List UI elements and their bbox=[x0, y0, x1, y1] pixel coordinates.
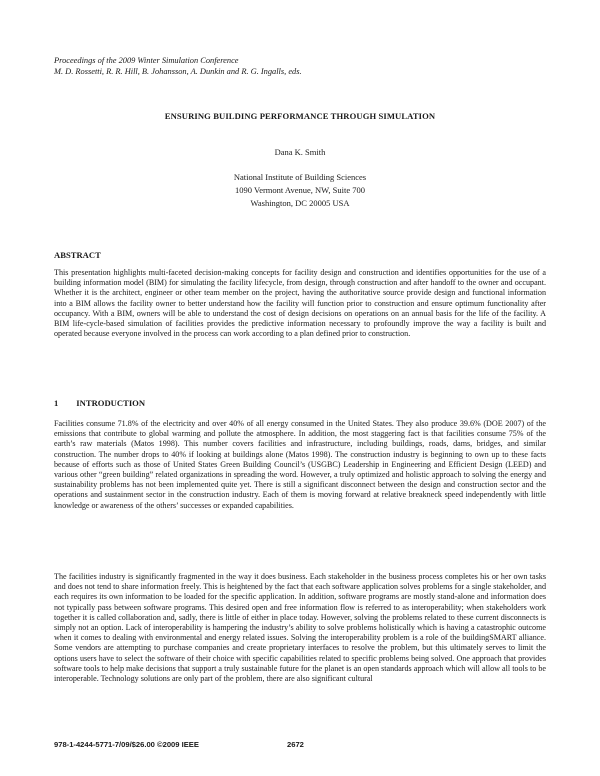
proceedings-header bbox=[54, 55, 302, 77]
footer-page-number: 2672 bbox=[287, 740, 304, 749]
proceedings-conference: Proceedings of the 2009 Winter Simulation Conference bbox=[54, 56, 239, 65]
section-heading bbox=[54, 398, 145, 408]
proceedings-editors: M. D. Rossetti, R. R. Hill, B. Johansson, A. Dunkin and R. G. Ingalls, eds. bbox=[54, 67, 302, 76]
affiliation-city: Washington, DC 20005 USA bbox=[250, 198, 350, 208]
section-title: INTRODUCTION bbox=[76, 398, 146, 408]
abstract-heading: ABSTRACT bbox=[54, 250, 101, 260]
author-name: Dana K. Smith bbox=[274, 147, 326, 157]
affiliation-org: National Institute of Building Sciences bbox=[233, 172, 367, 182]
intro-paragraph-2: The facilities industry is significantly fragmented in the way it does business. Each stakeholder in the business process completes his or her own tasks and does not tend to share information freely. This is heightened by the fact that each software application solves problems for a single stakeholder, and each requires its own information to be loaded for the specific application. In addition, software programs are mostly stand-alone and information does not typically pass between software programs. This desired open and free information flow is referred to as interoperability; when stakeholders work together it is called collaboration and, sadly, there is little of either in place today. However, solving the problems related to these current disconnects is simply not an option. Lack of interoperability is hampering the industry’s ability to solve problems holistically which is having a catastrophic outcome when it comes to dealing with environmental and energy related issues. Solving the interoperability problem is a role of the buildingSMART alliance. Some vendors are attempting to purchase companies and create proprietary interfaces to resolve the problem, but this ultimately serves to limit the options users have to select the software of their choice with specific capabilities related to specific problems being solved. One approach that provides software tools to help make decisions that support a truly sustainable future for the planet is an open standards approach which will allow all tools to be interoperable. Technology solutions are only part of the problem, there are also significant cultural bbox=[54, 572, 546, 684]
intro-paragraph-1: Facilities consume 71.8% of the electricity and over 40% of all energy consumed in the United States. They also produce 39.6% (DOE 2007) of the emissions that contribute to global warming and pollute the atmosphere. In addition, the most staggering fact is that facilities consume 75% of the earth’s raw materials (Matos 1998). This number covers facilities and infrastructure, including buildings, roads, dams, bridges, and similar construction. The number drops to 40% if looking at buildings alone (Matos 1998). The construction industry is beginning to own up to these facts because of efforts such as those of United States Green Building Council’s (USGBC) Leadership in Engineering and Efficient Design (LEED) and various other “green building” related organizations in spreading the word. However, a truly optimized and holistic approach to solving the energy and sustainability problems has not been implemented quite yet. There is still a significant disconnect between the design and construction sector and the operations and sustainment sector in the construction industry. Each of them is moving forward at relative breakneck speed independently with little knowledge or awareness of the others’ successes or expanded capabilities. bbox=[54, 419, 546, 510]
section-number: 1 bbox=[54, 398, 59, 408]
abstract-text: This presentation highlights multi-faceted decision-making concepts for facility design and construction and identifies opportunities for the use of a building information model (BIM) for simulating the facility lifecycle, from design, through construction and after handoff to the owner and occupant. Whether it is the architect, engineer or other team member on the project, having the authoritative source provide design and functional information into a BIM allows the facility owner to better understand how the facility will function prior to construction and ensure optimum functionality after occupancy. With a BIM, owners will be able to understand the cost of design decisions on operations on an annual basis for the life of the facility. A BIM life-cycle-based simulation of facilities provides the predictive information necessary to profoundly improve the way a facility is built and operated because everyone involved in the process can work according to a plan defined prior to construction. bbox=[54, 268, 546, 339]
affiliation-street: 1090 Vermont Avenue, NW, Suite 700 bbox=[235, 185, 365, 195]
footer-isbn: 978-1-4244-5771-7/09/$26.00 ©2009 IEEE bbox=[54, 740, 199, 749]
paper-title: ENSURING BUILDING PERFORMANCE THROUGH SIMULATION bbox=[164, 111, 436, 121]
author-affiliation bbox=[0, 171, 600, 210]
